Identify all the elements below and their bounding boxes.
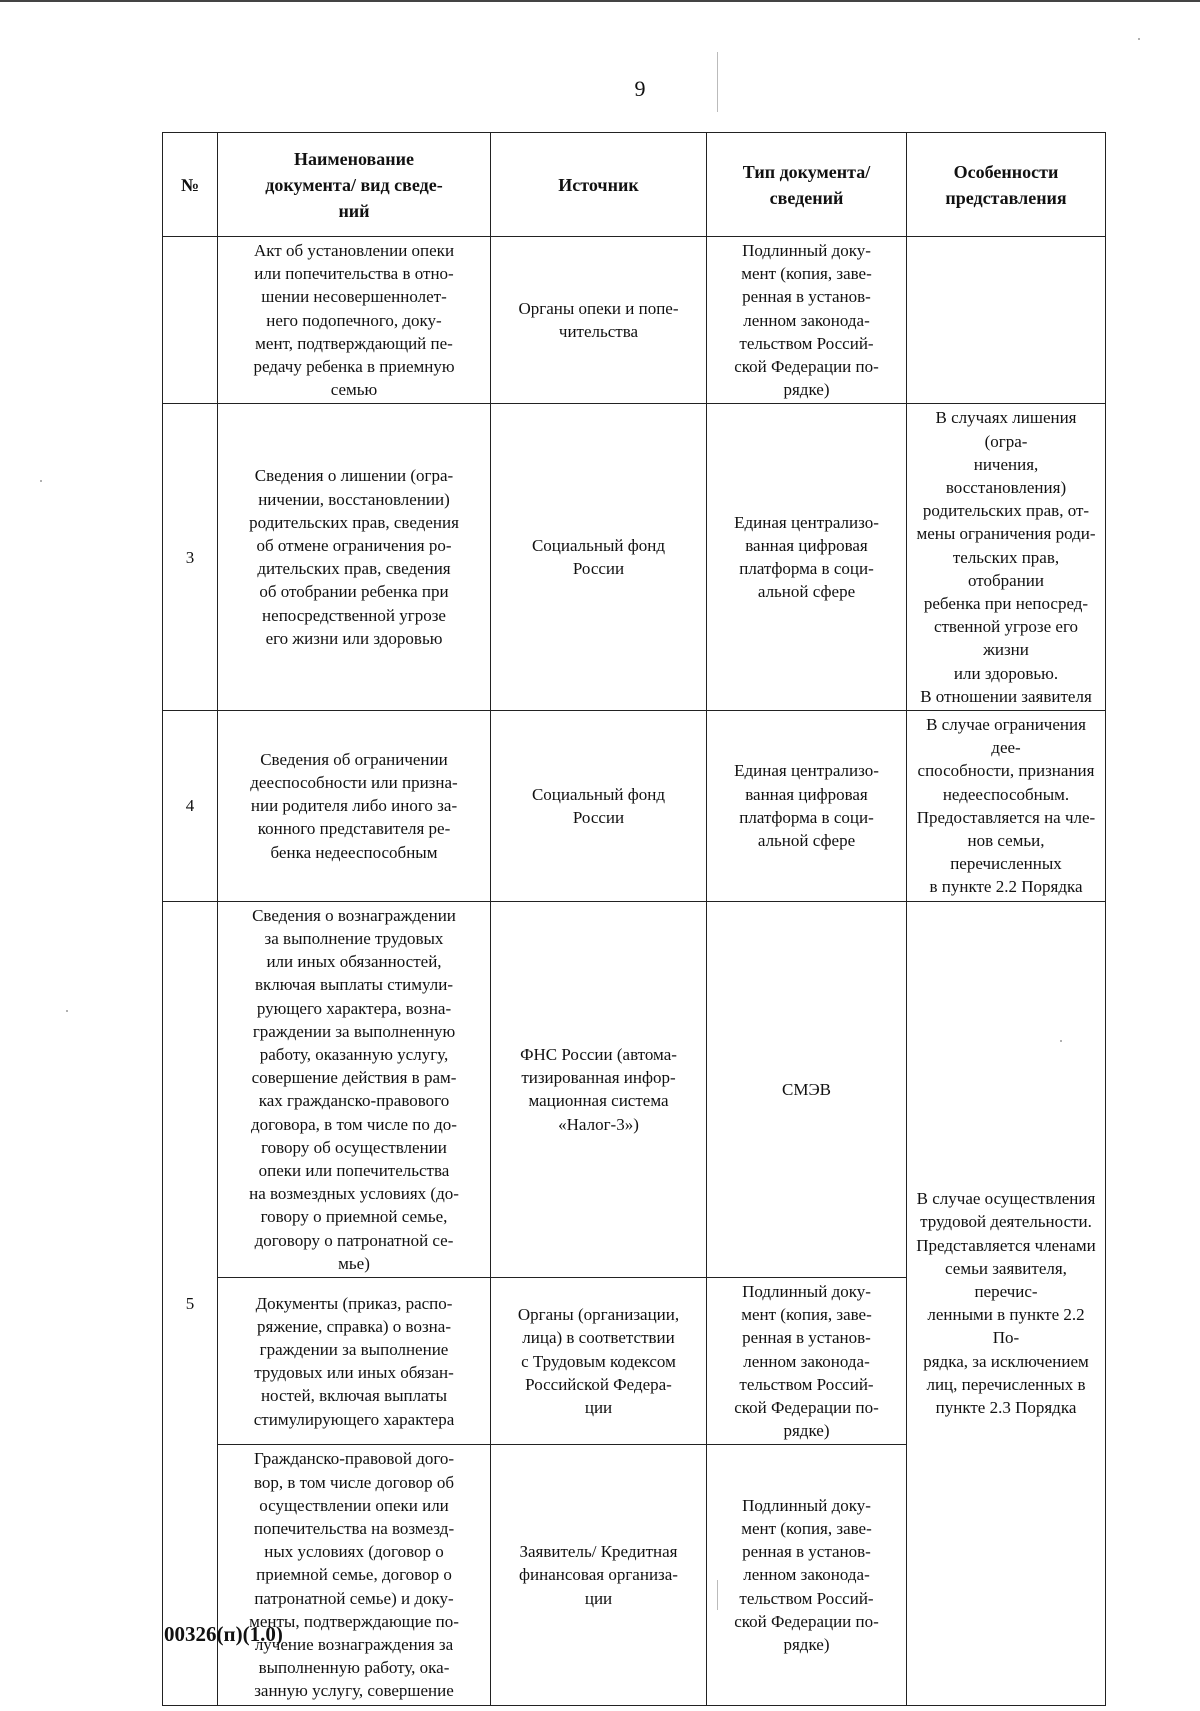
header-number: № — [163, 133, 218, 237]
row-features: В случаях лишения (огра- ничения, восстановления) родительских прав, от- мены ограничения роди- тельских прав, отобрании ребенка при непосред- ственной угрозе его жизни или здоровью. В отношении заявителя — [907, 404, 1106, 711]
row-document-name: Сведения о вознаграждении за выполнение трудовых или иных обязанностей, включая выплаты стимули- рующего характера, возна- граждении за выполненную работу, оказанную услугу, совершение действия в рам- ках гражданско-правового договора, в том числе по до- говору об осуществлении опеки или попечительства на возмездных условиях (до- говору о приемной семье, договору о патронатной се- мье) — [218, 901, 491, 1277]
table-row — [163, 711, 1106, 902]
row-document-type: Единая централизо- ванная цифровая платформа в соци- альной сфере — [707, 711, 907, 902]
row-document-name: Акт об установлении опеки или попечительства в отно- шении несовершеннолет- него подопечного, доку- мент, подтверждающий пе- редачу ребенка в приемную семью — [218, 237, 491, 404]
page-number: 9 — [634, 76, 646, 101]
row-source: Социальный фонд России — [491, 711, 707, 902]
table-row — [163, 404, 1106, 711]
row-features — [907, 237, 1106, 404]
scan-artifact — [1138, 38, 1140, 40]
row-document-type: Единая централизо- ванная цифровая платформа в соци- альной сфере — [707, 404, 907, 711]
row-document-type: Подлинный доку- мент (копия, заве- ренная в установ- ленном законода- тельством Россий- ской Федерации по- рядке) — [707, 237, 907, 404]
table-row — [163, 901, 1106, 1277]
document-table — [162, 132, 1106, 1706]
row-number: 3 — [163, 404, 218, 711]
row-features: В случае ограничения дее- способности, признания недееспособным. Предоставляется на чле- нов семьи, перечисленных в пункте 2.2 Порядка — [907, 711, 1106, 902]
row-document-type: Подлинный доку- мент (копия, заве- ренная в установ- ленном законода- тельством Россий- ской Федерации по- рядке) — [707, 1277, 907, 1444]
scan-artifact — [1060, 1040, 1062, 1042]
header-document-type: Тип документа/ сведений — [707, 133, 907, 237]
row-document-type: Подлинный доку- мент (копия, заве- ренная в установ- ленном законода- тельством Россий- ской Федерации по- рядке) — [707, 1445, 907, 1705]
row-document-name: Гражданско-правовой дого- вор, в том числе договор об осуществлении опеки или попечительства на возмезд- ных условиях (договор о приемной семье, договор о патронатной семье) и доку- менты, подтверждающие по- лучение вознаграждения за выполненную работу, ока- занную услугу, совершение — [218, 1445, 491, 1705]
row-source: ФНС России (автома- тизированная инфор- мационная система «Налог-3») — [491, 901, 707, 1277]
table-header-row — [163, 133, 1106, 237]
row-source: Заявитель/ Кредитная финансовая организа- ции — [491, 1445, 707, 1705]
scan-artifact — [717, 52, 718, 112]
row-source: Органы (организации, лица) в соответствии с Трудовым кодексом Российской Федера- ции — [491, 1277, 707, 1444]
row-document-name: Документы (приказ, распо- ряжение, справка) о возна- граждении за выполнение трудовых или иных обязан- ностей, включая выплаты стимулирующего характера — [218, 1277, 491, 1444]
row-number: 5 — [163, 901, 218, 1705]
document-footer-code: 00326(п)(1.0) — [164, 1622, 283, 1646]
header-source: Источник — [491, 133, 707, 237]
row-document-name: Сведения о лишении (огра- ничении, восстановлении) родительских прав, сведения об отмене ограничения ро- дительских прав, сведения об отобрании ребенка при непосредственной угрозе его жизни или здоровью — [218, 404, 491, 711]
row-number: 4 — [163, 711, 218, 902]
row-number — [163, 237, 218, 404]
scan-artifact — [40, 480, 42, 482]
scan-top-edge — [0, 0, 1200, 2]
scan-artifact — [717, 1580, 718, 1610]
header-features: Особенности представления — [907, 133, 1106, 237]
row-source: Органы опеки и попе- чительства — [491, 237, 707, 404]
row-document-type: СМЭВ — [707, 901, 907, 1277]
row-features: В случае осуществления трудовой деятельности. Представляется членами семьи заявителя, перечис- ленными в пункте 2.2 По- рядка, за исключением лиц, перечисленных в пункте 2.3 Порядка — [907, 901, 1106, 1705]
scan-artifact — [66, 1010, 68, 1012]
row-source: Социальный фонд России — [491, 404, 707, 711]
header-document-name: Наименование документа/ вид сведе- ний — [218, 133, 491, 237]
row-document-name: Сведения об ограничении дееспособности или призна- нии родителя либо иного за- конного представителя ре- бенка недееспособным — [218, 711, 491, 902]
table-row — [163, 237, 1106, 404]
